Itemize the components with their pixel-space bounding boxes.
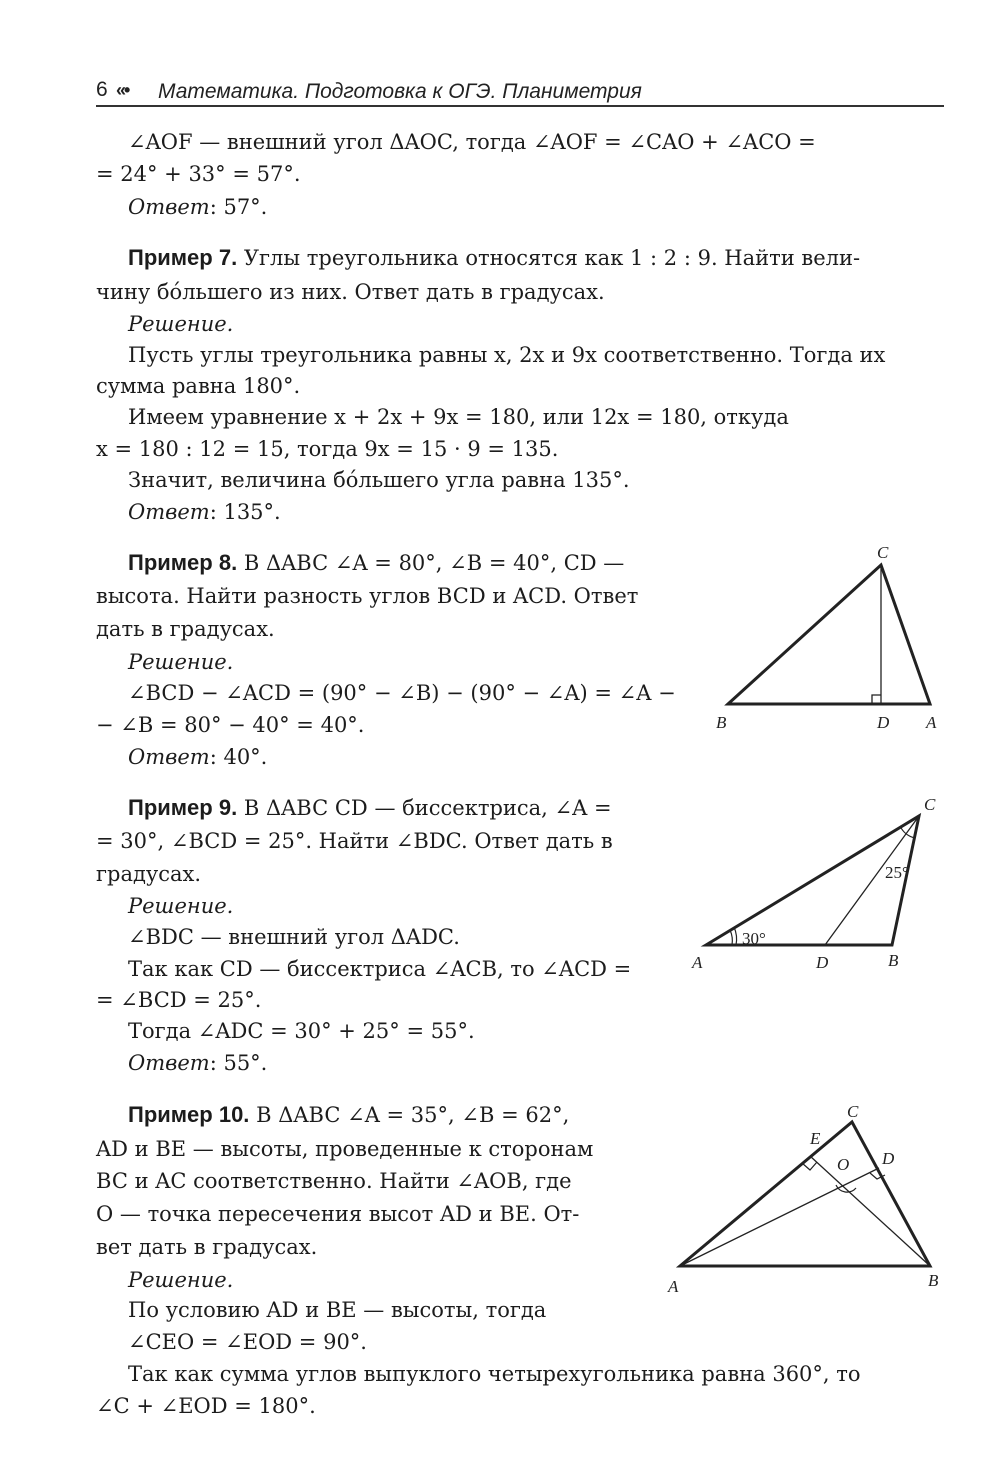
- answer-line: [128, 498, 281, 526]
- example-9-heading: [128, 794, 612, 822]
- text-line: Так как CD — биссектриса ∠ACB, то ∠ACD =: [128, 957, 632, 981]
- angle-a-arc-2: [734, 927, 737, 945]
- text-line: ∠AOF — внешний угол ΔAOC, тогда ∠AOF = ∠CAO + ∠ACO =: [128, 130, 816, 154]
- angle-c-value: 25°: [885, 863, 909, 882]
- example-10-heading: [128, 1101, 569, 1129]
- example-text: В ΔABC ∠A = 35°, ∠B = 62°,: [249, 1103, 570, 1127]
- text-line: Значит, величина бо́льшего угла равна 135°.: [128, 468, 630, 492]
- label-a: A: [668, 1277, 679, 1296]
- answer-label: Ответ: [128, 500, 210, 524]
- text-line: ∠BCD − ∠ACD = (90° − ∠B) − (90° − ∠A) = ∠A −: [128, 681, 676, 705]
- example-text: Углы треугольника относятся как 1 : 2 : 9. Найти вели-: [237, 246, 861, 270]
- text-line: Пусть углы треугольника равны x, 2x и 9x соответственно. Тогда их: [128, 343, 886, 367]
- figure-8-svg: [700, 540, 960, 740]
- text-line: O — точка пересечения высот AD и BE. От-: [96, 1202, 580, 1226]
- text-line: BC и AC соответственно. Найти ∠AOB, где: [96, 1169, 572, 1193]
- text-line: вет дать в градусах.: [96, 1235, 318, 1259]
- answer-line: [128, 1049, 267, 1077]
- label-d: D: [816, 953, 829, 972]
- label-b: B: [888, 951, 899, 970]
- text-line: = 30°, ∠BCD = 25°. Найти ∠BDC. Ответ дать в: [96, 829, 613, 853]
- label-b: B: [716, 713, 727, 732]
- page-number: 6: [96, 78, 108, 101]
- solution-label: Решение.: [128, 894, 234, 918]
- answer-value: : 135°.: [209, 500, 281, 524]
- answer-value: : 40°.: [209, 745, 268, 769]
- solution-label: Решение.: [128, 650, 234, 674]
- text-line: ∠CEO = ∠EOD = 90°.: [128, 1330, 367, 1354]
- running-header: [96, 76, 944, 106]
- book-title: Математика. Подготовка к ОГЭ. Планиметрия: [158, 80, 642, 103]
- text-line: Так как сумма углов выпуклого четырехугольника равна 360°, то: [128, 1362, 861, 1386]
- text-line: Тогда ∠ADC = 30° + 25° = 55°.: [128, 1019, 475, 1043]
- label-b: B: [928, 1271, 939, 1290]
- text-line: высота. Найти разность углов BCD и ACD. Ответ: [96, 584, 639, 608]
- text-line: чину бо́льшего из них. Ответ дать в градусах.: [96, 280, 605, 304]
- triangle-abc: [728, 565, 930, 704]
- angle-a-value: 30°: [742, 929, 766, 948]
- text-line: сумма равна 180°.: [96, 374, 301, 398]
- solution-label: Решение.: [128, 1268, 234, 1292]
- text-line: ∠BDC — внешний угол ΔADC.: [128, 925, 460, 949]
- text-line: градусах.: [96, 862, 202, 886]
- example-title: Пример 10.: [128, 1102, 250, 1127]
- text-line: = ∠BCD = 25°.: [96, 988, 262, 1012]
- example-7-heading: [128, 244, 860, 272]
- header-bullet: «•: [116, 80, 129, 100]
- text-line: AD и BE — высоты, проведенные к сторонам: [96, 1137, 594, 1161]
- label-c: C: [877, 543, 889, 562]
- text-line: − ∠B = 80° − 40° = 40°.: [96, 713, 365, 737]
- example-8-heading: [128, 549, 624, 577]
- label-o: O: [837, 1155, 850, 1174]
- text-line: ∠C + ∠EOD = 180°.: [96, 1394, 316, 1418]
- header-rule: [96, 105, 944, 107]
- answer-line: [128, 743, 267, 771]
- text-line: По условию AD и BE — высоты, тогда: [128, 1298, 547, 1322]
- answer-label: Ответ: [128, 195, 210, 219]
- figure-triangle-altitude: [700, 540, 960, 744]
- answer-line: [128, 193, 267, 221]
- answer-label: Ответ: [128, 745, 210, 769]
- figure-triangle-bisector: [680, 790, 960, 984]
- text-line: x = 180 : 12 = 15, тогда 9x = 15 · 9 = 135.: [96, 437, 559, 461]
- label-d: D: [877, 713, 890, 732]
- answer-value: : 55°.: [209, 1051, 268, 1075]
- answer-value: : 57°.: [209, 195, 268, 219]
- text-line: = 24° + 33° = 57°.: [96, 162, 301, 186]
- example-text: В ΔABC CD — биссектриса, ∠A =: [237, 796, 612, 820]
- figure-9-svg: [680, 790, 960, 980]
- example-title: Пример 8.: [128, 550, 238, 575]
- solution-label: Решение.: [128, 312, 234, 336]
- example-title: Пример 7.: [128, 245, 238, 270]
- label-c: C: [924, 795, 936, 814]
- example-title: Пример 9.: [128, 795, 238, 820]
- label-e: E: [810, 1129, 821, 1148]
- triangle-abc: [680, 1122, 930, 1266]
- label-a: A: [926, 713, 937, 732]
- label-c: C: [847, 1102, 859, 1121]
- text-line: дать в градусах.: [96, 617, 275, 641]
- label-d: D: [882, 1149, 895, 1168]
- text-line: Имеем уравнение x + 2x + 9x = 180, или 12x = 180, откуда: [128, 405, 789, 429]
- angle-a-arc: [730, 930, 732, 945]
- label-a: A: [692, 953, 703, 972]
- figure-10-svg: [660, 1100, 960, 1300]
- figure-triangle-altitudes: [660, 1100, 960, 1304]
- answer-label: Ответ: [128, 1051, 210, 1075]
- example-text: В ΔABC ∠A = 80°, ∠B = 40°, CD —: [237, 551, 625, 575]
